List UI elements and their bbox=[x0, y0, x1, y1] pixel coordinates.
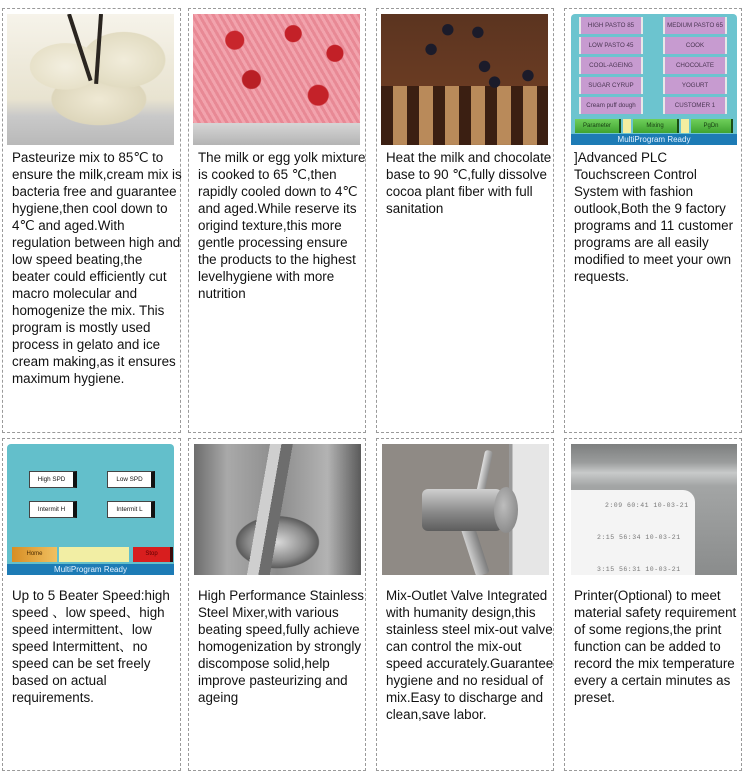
plc-screen bbox=[571, 14, 737, 145]
plc-speed-screen-image bbox=[7, 444, 174, 575]
stop-button: Stop bbox=[133, 547, 173, 562]
feature-card-printer bbox=[564, 438, 742, 771]
program-button: Cream puff dough bbox=[579, 97, 643, 114]
stainless-mixer-image bbox=[194, 444, 361, 575]
feature-card-mixer bbox=[188, 438, 366, 771]
receipt-line: 2:09 60:41 10-03-21 bbox=[605, 502, 689, 509]
home-button: Home bbox=[12, 547, 57, 562]
button-spacer bbox=[623, 119, 631, 133]
card-description: High Performance Stainless Steel Mixer,with various beating speed,fully achieve homogenization by strongly discompose solid,help improve pasteurizing and ageing bbox=[198, 588, 364, 705]
plc-status-bar: MultiProgram Ready bbox=[571, 134, 737, 145]
mixing-button: Mixing bbox=[633, 119, 679, 133]
low-speed-button: Low SPD bbox=[107, 471, 155, 488]
feature-card-outlet-valve bbox=[376, 438, 554, 771]
status-field bbox=[59, 547, 129, 562]
feature-card-chocolate bbox=[376, 8, 554, 433]
high-speed-button: High SPD bbox=[29, 471, 77, 488]
valve-cap-decoration bbox=[494, 487, 518, 533]
receipt-line: 2:15 56:34 10-03-21 bbox=[597, 534, 681, 541]
strawberry-gelato-image bbox=[193, 14, 360, 145]
mix-outlet-valve-image bbox=[382, 444, 549, 575]
card-description: The milk or egg yolk mixture is cooked to 65 ℃,then rapidly cooled down to 4℃ and aged.While reserve its origind texture,this more gentle processing ensure the products to the highest levelhygiene with more nutrition bbox=[198, 150, 366, 301]
program-button: COOL-AGEING bbox=[579, 57, 643, 74]
program-button: MEDIUM PASTO 65 bbox=[663, 17, 727, 34]
feature-card-plc-touchscreen bbox=[564, 8, 742, 433]
program-button: CUSTOMER 1 bbox=[663, 97, 727, 114]
plc-screen bbox=[7, 444, 174, 575]
card-description: Pasteurize mix to 85℃ to ensure the milk,cream mix is bacteria free and guarantee hygiene,then cool down to 4℃ and aged.With regulation between high and low speed beating,the beater could efficiently cut macro molecular and homogenize the mix. This program is mostly used process in gelato and ice cream making,as it ensures maximum hygiene. bbox=[12, 150, 182, 386]
program-button: LOW PASTO 45 bbox=[579, 37, 643, 54]
printer-image bbox=[571, 444, 737, 575]
feature-card-beater-speed bbox=[2, 438, 181, 771]
program-button: HIGH PASTO 85 bbox=[579, 17, 643, 34]
button-spacer bbox=[681, 119, 689, 133]
pgdn-button: PgDn bbox=[691, 119, 733, 133]
card-description: Printer(Optional) to meet material safety requirement of some regions,the print function can be added to record the mix temperature every a certain minutes as preset. bbox=[574, 588, 737, 705]
feature-card-high-pasteurization bbox=[2, 8, 181, 433]
card-description: Mix-Outlet Valve Integrated with humanity design,this stainless steel mix-out valve can control the mix-out speed accurately.Guarantee hygiene and no residual of mix.Easy to discharge and clean,save labor. bbox=[386, 588, 554, 722]
valve-body-decoration bbox=[422, 489, 502, 531]
card-description: ]Advanced PLC Touchscreen Control System with fashion outlook,Both the 9 factory programs and 11 customer programs are all easily modified to meet your own requests. bbox=[574, 150, 734, 284]
program-button: CHOCOLATE bbox=[663, 57, 727, 74]
receipt-paper bbox=[571, 490, 695, 575]
program-button: YOGURT bbox=[663, 77, 727, 94]
receipt-line: 3:15 56:31 10-03-21 bbox=[597, 566, 681, 573]
card-description: Up to 5 Beater Speed:high speed 、low speed、high speed intermittent、low speed Intermittent、no speed can be set freely based on actual requirements. bbox=[12, 588, 170, 705]
feature-card-medium-pasteurization bbox=[188, 8, 366, 433]
vanilla-gelato-image bbox=[7, 14, 174, 145]
program-button: SUGAR CYRUP bbox=[579, 77, 643, 94]
intermittent-high-button: Intermit H bbox=[29, 501, 77, 518]
vanilla-pod-decoration bbox=[67, 14, 92, 81]
steel-pan-decoration bbox=[193, 123, 360, 145]
parameter-button: Parameter bbox=[575, 119, 621, 133]
plc-status-bar: MultiProgram Ready bbox=[7, 564, 174, 575]
intermittent-low-button: Intermit L bbox=[107, 501, 155, 518]
chocolate-cake-image bbox=[381, 14, 548, 145]
card-description: Heat the milk and chocolate base to 90 ℃,fully dissolve cocoa plant fiber with full sanitation bbox=[386, 150, 552, 216]
plc-program-screen-image bbox=[571, 14, 737, 145]
program-button: COOK bbox=[663, 37, 727, 54]
vanilla-pod-decoration bbox=[94, 14, 103, 84]
